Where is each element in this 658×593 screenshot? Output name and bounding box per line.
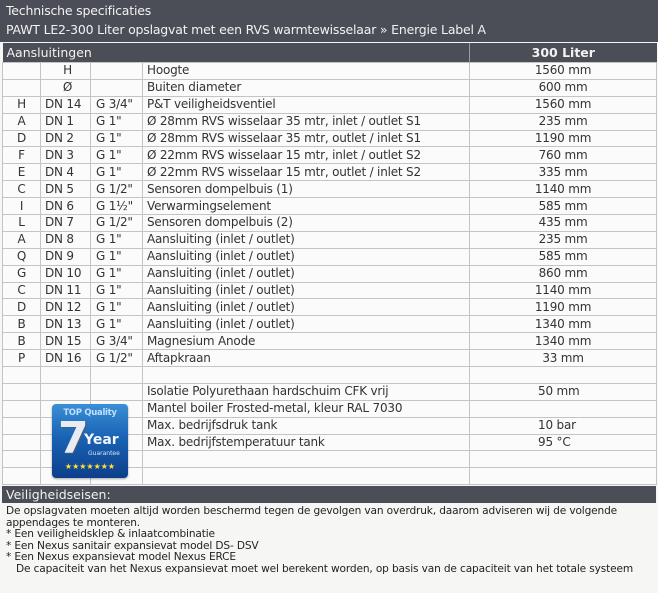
thread-size: G 3/4" bbox=[91, 96, 143, 113]
dn-code bbox=[41, 383, 91, 400]
table-row bbox=[3, 181, 657, 198]
connection-letter bbox=[3, 434, 41, 451]
connection-letter: H bbox=[3, 96, 41, 113]
position-value: 1340 mm bbox=[470, 316, 657, 333]
description: Aansluiting (inlet / outlet) bbox=[143, 265, 470, 282]
connection-letter: D bbox=[3, 299, 41, 316]
connection-letter bbox=[3, 79, 41, 96]
table-row bbox=[3, 79, 657, 96]
position-value bbox=[470, 451, 657, 468]
table-row bbox=[3, 316, 657, 333]
safety-line: * Een veiligheidsklep & inlaatcombinatie bbox=[6, 528, 215, 541]
description: Aansluiting (inlet / outlet) bbox=[143, 316, 470, 333]
thread-size bbox=[91, 79, 143, 96]
description: Aansluiting (inlet / outlet) bbox=[143, 231, 470, 248]
position-value: 1190 mm bbox=[470, 299, 657, 316]
thread-size bbox=[91, 383, 143, 400]
dn-code: DN 4 bbox=[41, 164, 91, 181]
description: Max. bedrijfsdruk tank bbox=[143, 417, 470, 434]
thread-size: G 3/4" bbox=[91, 333, 143, 350]
safety-line: appendages te monteren. bbox=[6, 516, 141, 529]
dn-code: DN 5 bbox=[41, 181, 91, 198]
description bbox=[143, 468, 470, 485]
connection-letter: L bbox=[3, 215, 41, 232]
position-value: 335 mm bbox=[470, 164, 657, 181]
connection-letter bbox=[3, 417, 41, 434]
position-value: 585 mm bbox=[470, 248, 657, 265]
position-value: 235 mm bbox=[470, 231, 657, 248]
badge-number: 7 bbox=[58, 413, 89, 464]
connection-letter bbox=[3, 383, 41, 400]
thread-size: G 1" bbox=[91, 164, 143, 181]
connection-letter: A bbox=[3, 231, 41, 248]
dn-code: DN 14 bbox=[41, 96, 91, 113]
position-value bbox=[470, 468, 657, 485]
thread-size bbox=[91, 63, 143, 80]
position-value bbox=[470, 367, 657, 384]
table-row bbox=[3, 333, 657, 350]
column-header-connections: Aansluitingen bbox=[3, 43, 470, 63]
dn-code: DN 6 bbox=[41, 198, 91, 215]
table-row bbox=[3, 367, 657, 384]
safety-heading: Veiligheidseisen: bbox=[2, 486, 656, 503]
connection-letter: G bbox=[3, 265, 41, 282]
position-value: 50 mm bbox=[470, 383, 657, 400]
seven-year-guarantee-badge bbox=[52, 404, 128, 478]
description: Verwarmingselement bbox=[143, 198, 470, 215]
dn-code: DN 16 bbox=[41, 350, 91, 367]
dn-code: DN 11 bbox=[41, 282, 91, 299]
safety-line: De capaciteit van het Nexus expansievat moet wel berekent worden, op basis van de capaciteit van het totale systeem bbox=[16, 562, 634, 575]
position-value: 10 bar bbox=[470, 417, 657, 434]
thread-size: G 1/2" bbox=[91, 215, 143, 232]
position-value bbox=[470, 400, 657, 417]
safety-text bbox=[6, 506, 656, 576]
connection-letter: A bbox=[3, 113, 41, 130]
thread-size: G 1" bbox=[91, 130, 143, 147]
spec-title-block bbox=[0, 0, 658, 42]
thread-size: G 1" bbox=[91, 248, 143, 265]
dn-code bbox=[41, 367, 91, 384]
table-row bbox=[3, 147, 657, 164]
dn-code: DN 7 bbox=[41, 215, 91, 232]
position-value: 600 mm bbox=[470, 79, 657, 96]
connection-letter bbox=[3, 63, 41, 80]
description: Sensoren dompelbuis (1) bbox=[143, 181, 470, 198]
dn-code: DN 13 bbox=[41, 316, 91, 333]
thread-size: G 1" bbox=[91, 316, 143, 333]
safety-line: De opslagvaten moeten altijd worden beschermd tegen de gevolgen van overdruk, daarom adviseren wij de volgende bbox=[6, 505, 618, 517]
thread-size: G 1" bbox=[91, 282, 143, 299]
dn-code: DN 12 bbox=[41, 299, 91, 316]
badge-guarantee-text: Guarantee bbox=[88, 450, 120, 457]
thread-size: G 1/2" bbox=[91, 181, 143, 198]
position-value: 95 °C bbox=[470, 434, 657, 451]
table-row bbox=[3, 248, 657, 265]
connection-letter: C bbox=[3, 282, 41, 299]
position-value: 1190 mm bbox=[470, 130, 657, 147]
position-value: 585 mm bbox=[470, 198, 657, 215]
description: Magnesium Anode bbox=[143, 333, 470, 350]
badge-top-quality-text: TOP Quality bbox=[63, 408, 117, 418]
table-row bbox=[3, 282, 657, 299]
thread-size: G 1/2" bbox=[91, 350, 143, 367]
connection-letter: I bbox=[3, 198, 41, 215]
badge-year-text: Year bbox=[84, 432, 119, 448]
description: Hoogte bbox=[143, 63, 470, 80]
table-row bbox=[3, 265, 657, 282]
dn-code: DN 1 bbox=[41, 113, 91, 130]
dn-code: DN 15 bbox=[41, 333, 91, 350]
connection-letter bbox=[3, 400, 41, 417]
page-title: Technische specificaties bbox=[6, 3, 152, 18]
table-row bbox=[3, 164, 657, 181]
connection-letter: C bbox=[3, 181, 41, 198]
description: Max. bedrijfstemperatuur tank bbox=[143, 434, 470, 451]
description: Aansluiting (inlet / outlet) bbox=[143, 248, 470, 265]
description: Isolatie Polyurethaan hardschuim CFK vrij bbox=[143, 383, 470, 400]
connection-letter: P bbox=[3, 350, 41, 367]
position-value: 1560 mm bbox=[470, 63, 657, 80]
star-rating-icon: ★★★★★★★ bbox=[64, 462, 116, 471]
description: Aansluiting (inlet / outlet) bbox=[143, 299, 470, 316]
table-row bbox=[3, 231, 657, 248]
description: Buiten diameter bbox=[143, 79, 470, 96]
connection-letter: B bbox=[3, 333, 41, 350]
dn-code: H bbox=[41, 63, 91, 80]
column-header-capacity: 300 Liter bbox=[470, 43, 657, 63]
dn-code: DN 10 bbox=[41, 265, 91, 282]
safety-line: * Een Nexus sanitair expansievat model DS- DSV bbox=[6, 539, 259, 552]
connection-letter: B bbox=[3, 316, 41, 333]
description: Mantel boiler Frosted-metal, kleur RAL 7030 bbox=[143, 400, 470, 417]
position-value: 1140 mm bbox=[470, 282, 657, 299]
thread-size: G 1" bbox=[91, 299, 143, 316]
thread-size: G 1" bbox=[91, 231, 143, 248]
thread-size: G 1" bbox=[91, 265, 143, 282]
thread-size bbox=[91, 367, 143, 384]
position-value: 860 mm bbox=[470, 265, 657, 282]
position-value: 760 mm bbox=[470, 147, 657, 164]
dn-code: DN 3 bbox=[41, 147, 91, 164]
dn-code: DN 8 bbox=[41, 231, 91, 248]
table-row bbox=[3, 63, 657, 80]
thread-size: G 1" bbox=[91, 147, 143, 164]
description bbox=[143, 367, 470, 384]
connection-letter: F bbox=[3, 147, 41, 164]
description: P&T veiligheidsventiel bbox=[143, 96, 470, 113]
position-value: 1140 mm bbox=[470, 181, 657, 198]
description: Aansluiting (inlet / outlet) bbox=[143, 282, 470, 299]
table-row bbox=[3, 198, 657, 215]
dn-code: Ø bbox=[41, 79, 91, 96]
position-value: 435 mm bbox=[470, 215, 657, 232]
description: Aftapkraan bbox=[143, 350, 470, 367]
description: Sensoren dompelbuis (2) bbox=[143, 215, 470, 232]
description: Ø 28mm RVS wisselaar 35 mtr, outlet / inlet S1 bbox=[143, 130, 470, 147]
connection-letter: Q bbox=[3, 248, 41, 265]
table-row bbox=[3, 350, 657, 367]
thread-size: G 1" bbox=[91, 113, 143, 130]
connection-letter bbox=[3, 468, 41, 485]
position-value: 235 mm bbox=[470, 113, 657, 130]
description: Ø 28mm RVS wisselaar 35 mtr, inlet / outlet S1 bbox=[143, 113, 470, 130]
table-header-row bbox=[3, 43, 657, 63]
connection-letter bbox=[3, 451, 41, 468]
description: Ø 22mm RVS wisselaar 15 mtr, inlet / outlet S2 bbox=[143, 147, 470, 164]
table-row bbox=[3, 96, 657, 113]
table-row bbox=[3, 113, 657, 130]
position-value: 1340 mm bbox=[470, 333, 657, 350]
description: Ø 22mm RVS wisselaar 15 mtr, outlet / inlet S2 bbox=[143, 164, 470, 181]
description bbox=[143, 451, 470, 468]
table-row bbox=[3, 299, 657, 316]
table-row bbox=[3, 383, 657, 400]
product-subtitle: PAWT LE2-300 Liter opslagvat met een RVS warmtewisselaar » Energie Label A bbox=[6, 22, 486, 37]
thread-size: G 1½" bbox=[91, 198, 143, 215]
position-value: 1560 mm bbox=[470, 96, 657, 113]
safety-line: * Een Nexus expansievat model Nexus ERCE bbox=[6, 551, 236, 564]
connection-letter: E bbox=[3, 164, 41, 181]
table-row bbox=[3, 215, 657, 232]
table-row bbox=[3, 130, 657, 147]
dn-code: DN 9 bbox=[41, 248, 91, 265]
position-value: 33 mm bbox=[470, 350, 657, 367]
dn-code: DN 2 bbox=[41, 130, 91, 147]
connection-letter: D bbox=[3, 130, 41, 147]
connection-letter bbox=[3, 367, 41, 384]
